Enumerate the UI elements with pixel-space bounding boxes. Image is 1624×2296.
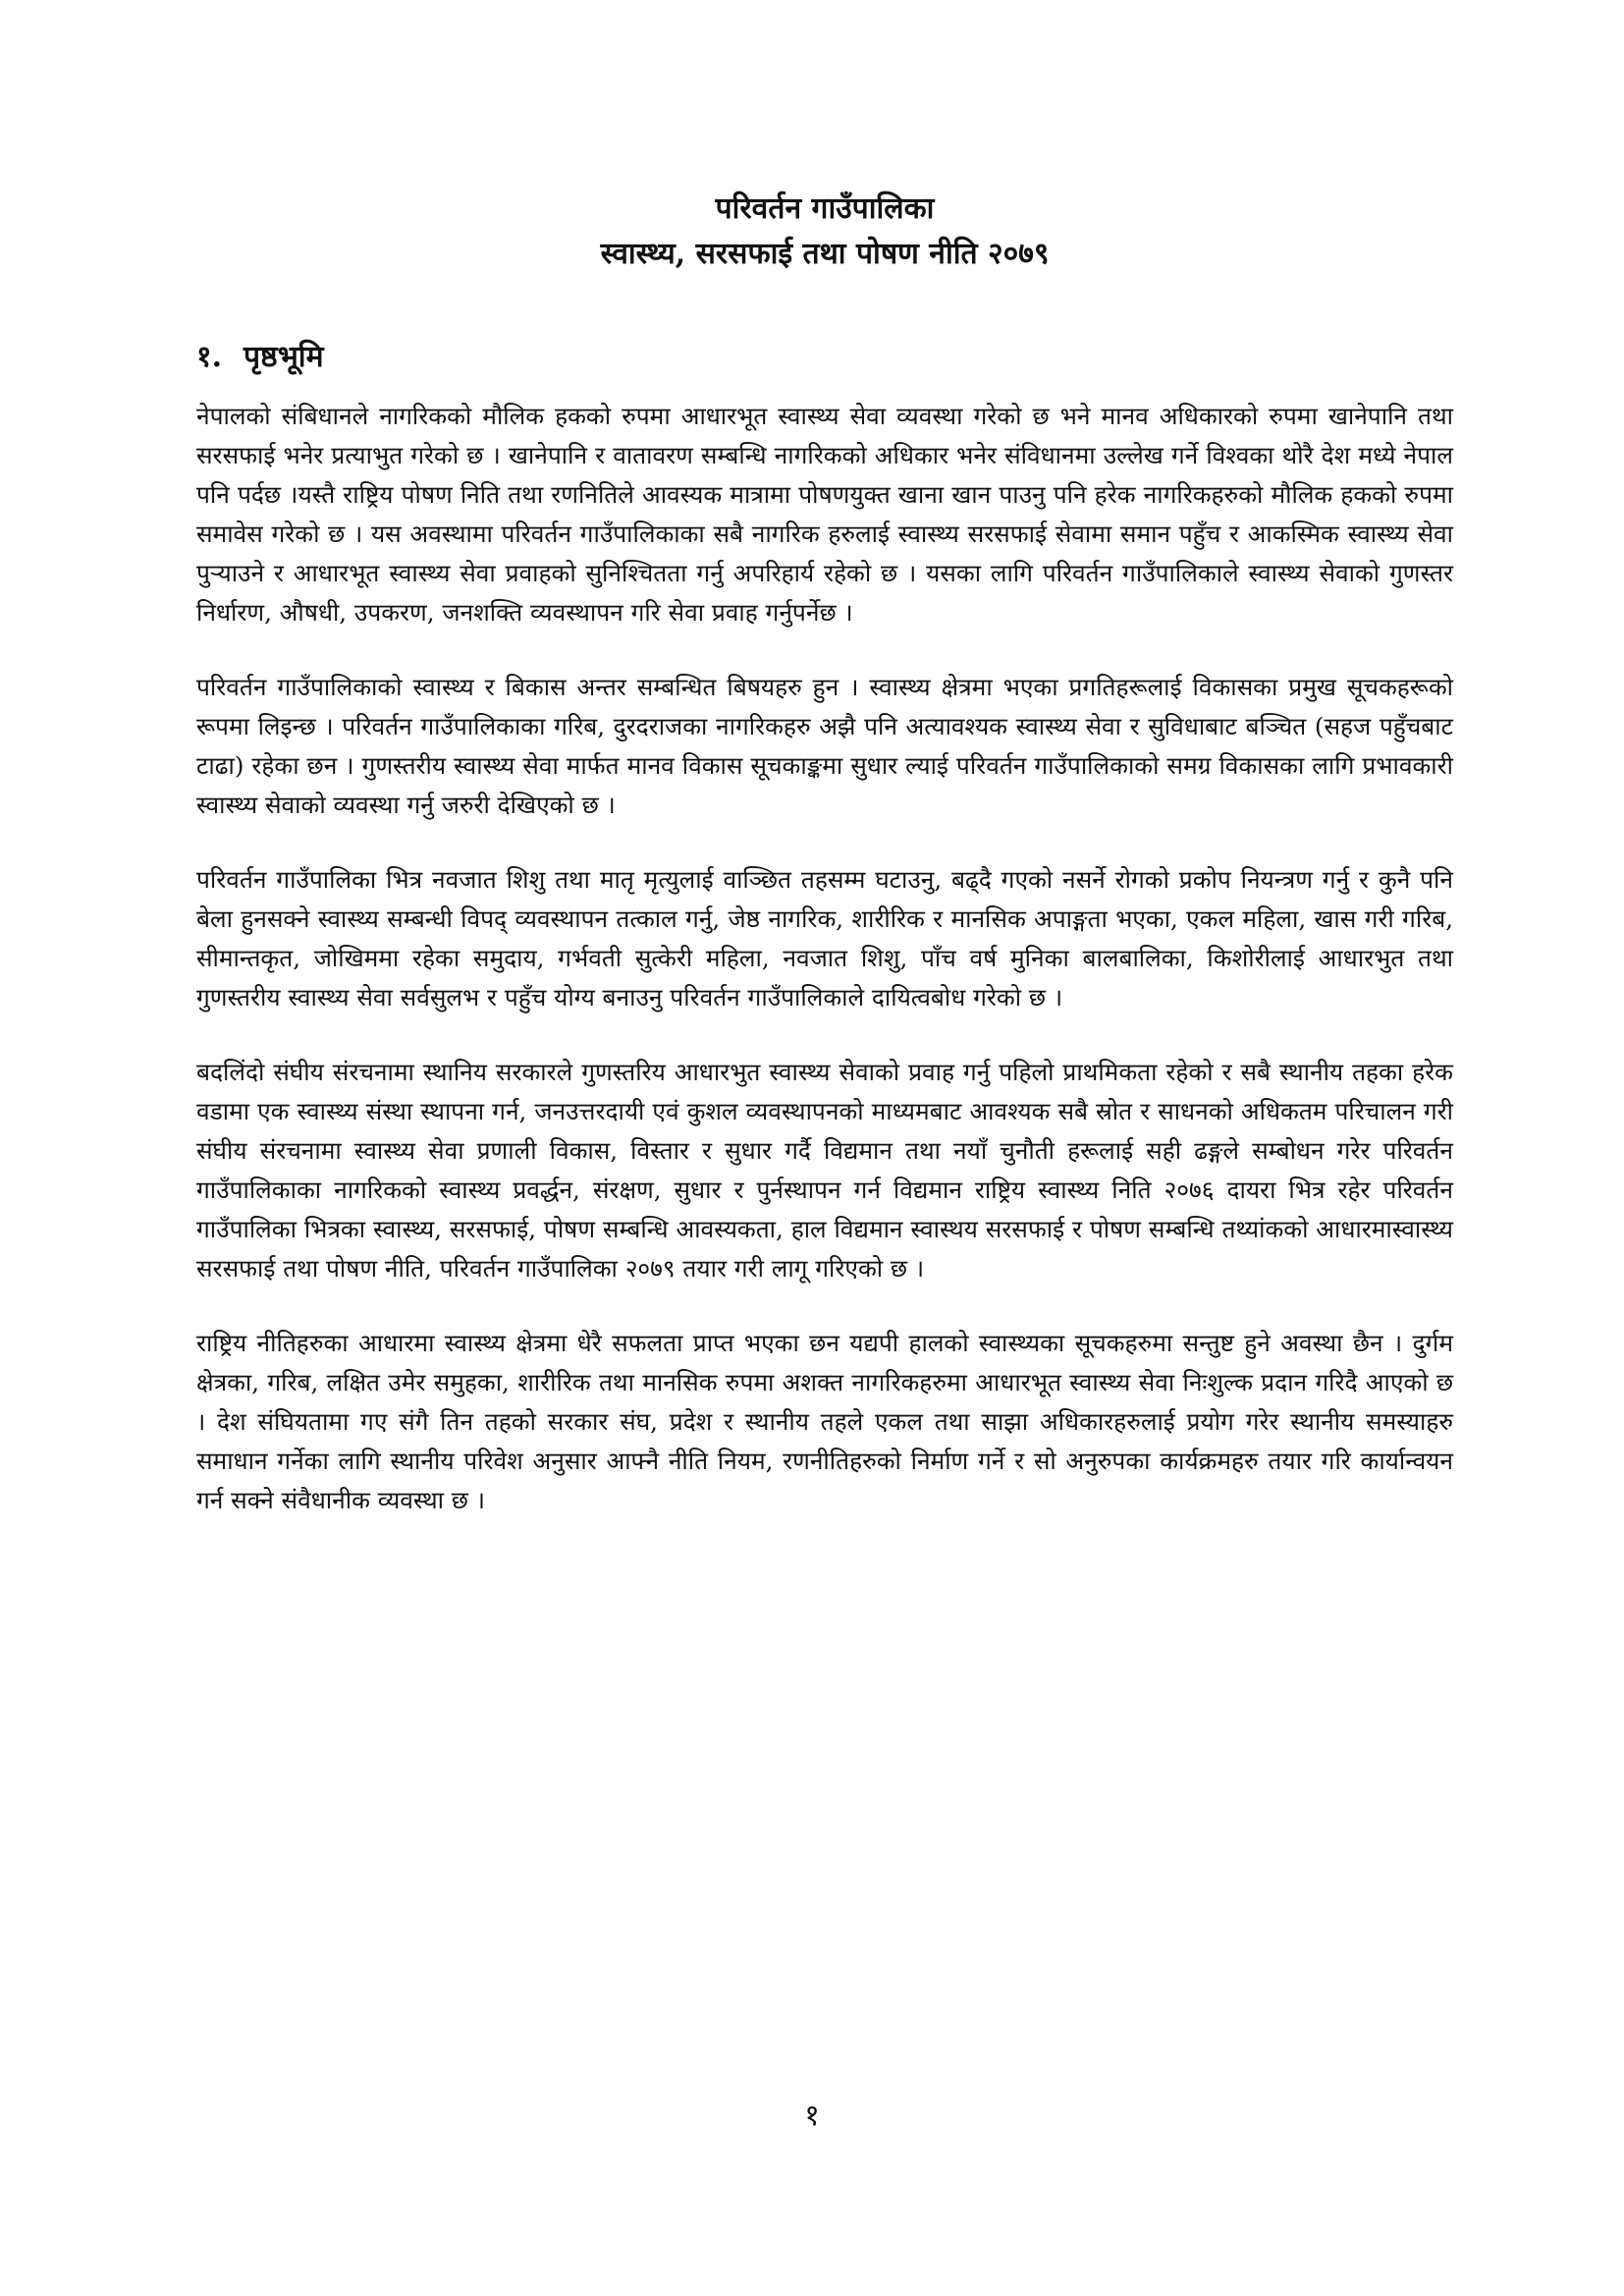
paragraph-5: राष्ट्रिय नीतिहरुका आधारमा स्वास्थ्य क्षेत्रमा धेरै सफलता प्राप्त भएका छन यद्यपी हालको स्वास्थ्यका सूचकहरुमा सन्तुष्ट हुने अवस्था छैन । दुर्गम क्षेत्रका, गरिब, लक्षित उमेर समुहका, शारीरिक तथा मानसिक रुपमा अशक्त नागरिकहरुमा आधारभूत स्वास्थ्य सेवा निःशुल्क प्रदान गरिदै आएको छ । देश संघियतामा गए संगै तिन तहको सरकार संघ, प्रदेश र स्थानीय तहले एकल तथा साझा अधिकारहरुलाई प्रयोग गरेर स्थानीय समस्याहरु समाधान गर्नेका लागि स्थानीय परिवेश अनुसार आफ्नै नीति नियम, रणनीतिहरुको निर्माण गर्ने र सो अनुरुपका कार्यक्रमहरु तयार गरि कार्यान्वयन गर्न सक्ने संवैधानीक व्यवस्था छ । [196, 1329, 1453, 1514]
paragraph-3: परिवर्तन गाउँपालिका भित्र नवजात शिशु तथा मातृ मृत्युलाई वाञ्छित तहसम्म घटाउनु, बढ्दै गएको नसर्ने रोगको प्रकोप नियन्त्रण गर्नु र कुनै पनि बेला हुनसक्ने स्वास्थ्य सम्बन्धी विपद् व्यवस्थापन तत्काल गर्नु, जेष्ठ नागरिक, शारीरिक र मानसिक अपाङ्गता भएका, एकल महिला, खास गरी गरिब, सीमान्तकृत, जोखिममा रहेका समुदाय, गर्भवती सुत्केरी महिला, नवजात शिशु, पाँच वर्ष मुनिका बालबालिका, किशोरीलाई आधारभुत तथा गुणस्तरीय स्वास्थ्य सेवा सर्वसुलभ र पहुँच योग्य बनाउनु परिवर्तन गाउँपालिकाले दायित्वबोध गरेको छ । [196, 865, 1453, 1011]
paragraph-2: परिवर्तन गाउँपालिकाको स्वास्थ्य र बिकास अन्तर सम्बन्धित बिषयहरु हुन । स्वास्थ्य क्षेत्रमा भएका प्रगतिहरूलाई विकासका प्रमुख सूचकहरूको रूपमा लिइन्छ । परिवर्तन गाउँपालिकाका गरिब, दुरदराजका नागरिकहरु अझै पनि अत्यावश्यक स्वास्थ्य सेवा र सुविधाबाट बञ्चित (सहज पहुँचबाट टाढा) रहेका छन । गुणस्तरीय स्वास्थ्य सेवा मार्फत मानव विकास सूचकाङ्कमा सुधार ल्याई परिवर्तन गाउँपालिकाको समग्र विकासका लागि प्रभावकारी स्वास्थ्य सेवाको व्यवस्था गर्नु जरुरी देखिएको छ । [196, 673, 1453, 819]
paragraph-1: नेपालको संबिधानले नागरिकको मौलिक हकको रुपमा आधारभूत स्वास्थ्य सेवा व्यवस्था गरेको छ भने मानव अधिकारको रुपमा खानेपानि तथा सरसफाई भनेर प्रत्याभुत गरेको छ । खानेपानि र वातावरण सम्बन्धि नागरिकको अधिकार भनेर संविधानमा उल्लेख गर्ने विश्वका थोरै देश मध्ये नेपाल पनि पर्दछ ।यस्तै राष्ट्रिय पोषण निति तथा रणनितिले आवस्यक मात्रामा पोषणयुक्त खाना खान पाउनु पनि हरेक नागरिकहरुको मौलिक हकको रुपमा समावेस गरेको छ । यस अवस्थामा परिवर्तन गाउँपालिकाका सबै नागरिक हरुलाई स्वास्थ्य सरसफाई सेवामा समान पहुँच र आकस्मिक स्वास्थ्य सेवा पुर्‍याउने र आधारभूत स्वास्थ्य सेवा प्रवाहको सुनिश्चितता गर्नु अपरिहार्य रहेको छ । यसका लागि परिवर्तन गाउँपालिकाले स्वास्थ्य सेवाको गुणस्तर निर्धारण, औषधी, उपकरण, जनशक्ति व्यवस्थापन गरि सेवा प्रवाह गर्नुपर्नेछ । [196, 402, 1453, 627]
page-number: १ [804, 2099, 820, 2133]
section-number: १. [196, 340, 223, 374]
document-title-line-1: परिवर्तन गाउँपालिका [715, 191, 935, 226]
document-page [196, 187, 1453, 2151]
document-title-line-2: स्वास्थ्य, सरसफाई तथा पोषण नीति २०७९ [600, 237, 1050, 271]
paragraph-4: बदलिंदो संघीय संरचनामा स्थानिय सरकारले गुणस्तरिय आधारभुत स्वास्थ्य सेवाको प्रवाह गर्नु पहिलो प्राथमिकता रहेको र सबै स्थानीय तहका हरेक वडामा एक स्वास्थ्य संस्था स्थापना गर्न, जनउत्तरदायी एवं कुशल व्यवस्थापनको माध्यमबाट आवश्यक सबै स्रोत र साधनको अधिकतम परिचालन गरी संघीय संरचनामा स्वास्थ्य सेवा प्रणाली विकास, विस्तार र सुधार गर्दै विद्यमान तथा नयाँ चुनौती हरूलाई सही ढङ्गले सम्बोधन गरेर परिवर्तन गाउँपालिकाका नागरिकको स्वास्थ्य प्रवर्द्धन, संरक्षण, सुधार र पुर्नस्थापन गर्न विद्यमान राष्ट्रिय स्वास्थ्य निति २०७६ दायरा भित्र रहेर परिवर्तन गाउँपालिका भित्रका स्वास्थ्य, सरसफाई, पोषण सम्बन्धि आवस्यकता, हाल विद्यमान स्वास्थय सरसफाई र पोषण सम्बन्धि तथ्यांकको आधारमास्वास्थ्य सरसफाई तथा पोषण नीति, परिवर्तन गाउँपालिका २०७९ तयार गरी लागू गरिएको छ । [196, 1058, 1453, 1283]
section-heading [196, 338, 1453, 377]
section-heading-text: पृष्ठभूमि [244, 340, 324, 374]
